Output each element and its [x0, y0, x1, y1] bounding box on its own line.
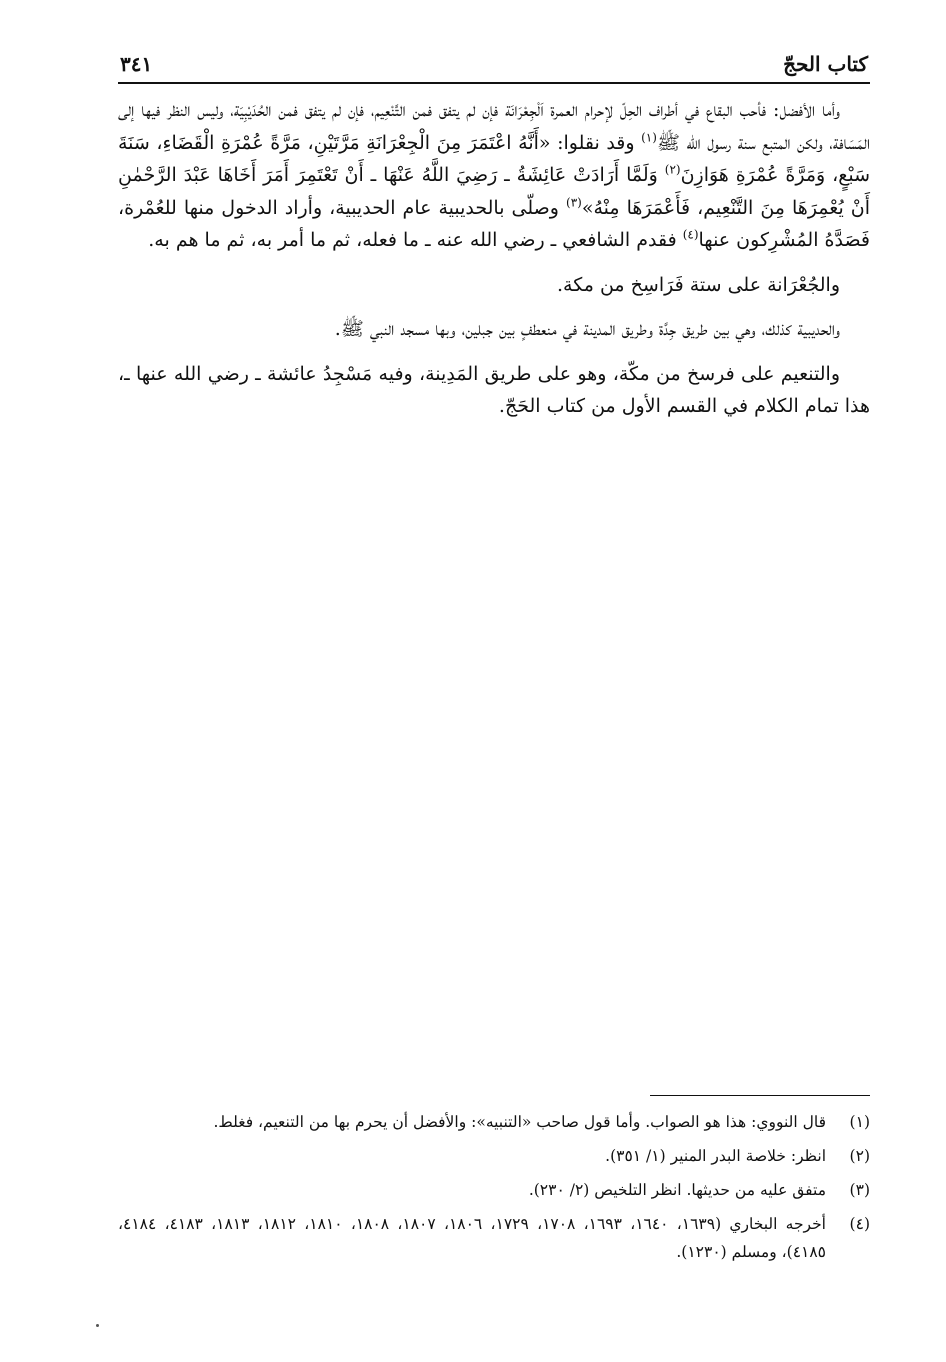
footnote-3: [118, 1176, 870, 1204]
scan-speck: [96, 1324, 99, 1327]
footnote-2: [118, 1142, 870, 1170]
p1-text-5: فقدم الشافعي ـ رضي الله عنه ـ ما فعله، ثم ما أمر به، ثم ما هم به.: [148, 229, 683, 251]
footnote-number: (٤): [849, 1215, 870, 1233]
footnote-text: أخرجه البخاري (١٦٣٩، ١٦٤٠، ١٦٩٣، ١٧٠٨، ١٧٢٩، ١٨٠٦، ١٨٠٧، ١٨٠٨، ١٨١٠، ١٨١٢، ١٨١٣، ٤١٨٣، ٤١٨٤، ٤١٨٥)، ومسلم (١٢٣٠).: [118, 1215, 826, 1261]
page: [118, 52, 870, 435]
p1-text-4: وصلّى بالحديبية عام الحديبية، وأراد الدخول منها للعُمْرة، فَصَدَّهُ المُشْرِكون عنها: [118, 196, 870, 251]
footnote-1: [118, 1108, 870, 1136]
footnote-number: (١): [849, 1113, 870, 1131]
header-rule: [118, 82, 870, 84]
footnote-ref-3: (٣): [566, 195, 582, 210]
main-text: [118, 94, 870, 423]
paragraph-1: [118, 94, 870, 257]
paragraph-4: والتنعيم على فرسخ من مكّة، وهو على طريق المَدِينة، وفيه مَسْجِدُ عائشة ـ رضي الله عنها ـ، هذا تمام الكلام في القسم الأول من كتاب الحَجّ.: [118, 362, 870, 417]
footnote-text: متفق عليه من حديثها. انظر التلخيص (٢/ ٢٣٠).: [528, 1181, 826, 1199]
footnote-text: انظر: خلاصة البدر المنير (١/ ٣٥١).: [605, 1147, 826, 1165]
footnote-number: (٢): [849, 1147, 870, 1165]
paragraph-2: والجُعْرَانة على ستة فَرَاسِخ من مكة.: [557, 273, 840, 296]
footnote-rule: [650, 1095, 870, 1096]
footnote-text: قال النووي: هذا هو الصواب. وأما قول صاحب «التنبيه»: والأفضل أن يحرم بها من التنعيم، فغلط.: [213, 1113, 826, 1131]
p1-text-1: وأما الأفضل: فأحب البقاع في أطراف الحِلّ لإحرام العمرة اَلْجِعْرَانَة فإن لم يتفق فمن التَّنْعِيم، فإن لم يتفق فمن الحُدَيْبِيَة، وليس النظر فيها إلى المَسَافة، ولكن المتبع سنة رسول الله ﷺ: [118, 99, 870, 154]
footnote-ref-1: (١): [641, 130, 657, 145]
chapter-title: كتاب الحجّ: [783, 52, 868, 76]
footnote-ref-2: (٢): [664, 162, 681, 177]
paragraph-3: والحديبية كذلك، وهي بين طريق جِدَّة وطريق المدينة في منعطفٍ بين جبلين، وبها مسجد النبي ﷺ.: [334, 318, 840, 340]
footnote-4: [118, 1210, 870, 1266]
page-number: ٣٤١: [120, 52, 153, 76]
running-header: [118, 52, 870, 82]
footnotes: [118, 1095, 870, 1272]
p1-text-3: وَلَمَّا أَرَادَتْ عَائِشَةُ ـ رَضِيَ اللَّهُ عَنْهَا ـ أَنْ تَعْتَمِرَ أَمَرَ أَخَاهَا عَبْدَ الرَّحْمٰنِ أَنْ يُعْمِرَهَا مِنَ التَّنْعِيم، فَأَعْمَرَهَا مِنْهُ»: [118, 164, 871, 219]
footnote-ref-4: (٤): [682, 227, 699, 242]
p1-text-2: وقد نقلوا: «أَنَّهُ اعْتَمَرَ مِنَ الْجِعْرَانَةِ مَرَّتَيْنِ، مَرَّةً عُمْرَةِ الْقَضَاءِ، سَنَةَ سَبْعٍ، وَمَرَّةً عُمْرَةِ هَوَازِنَ: [118, 131, 870, 186]
footnote-number: (٣): [849, 1181, 870, 1199]
